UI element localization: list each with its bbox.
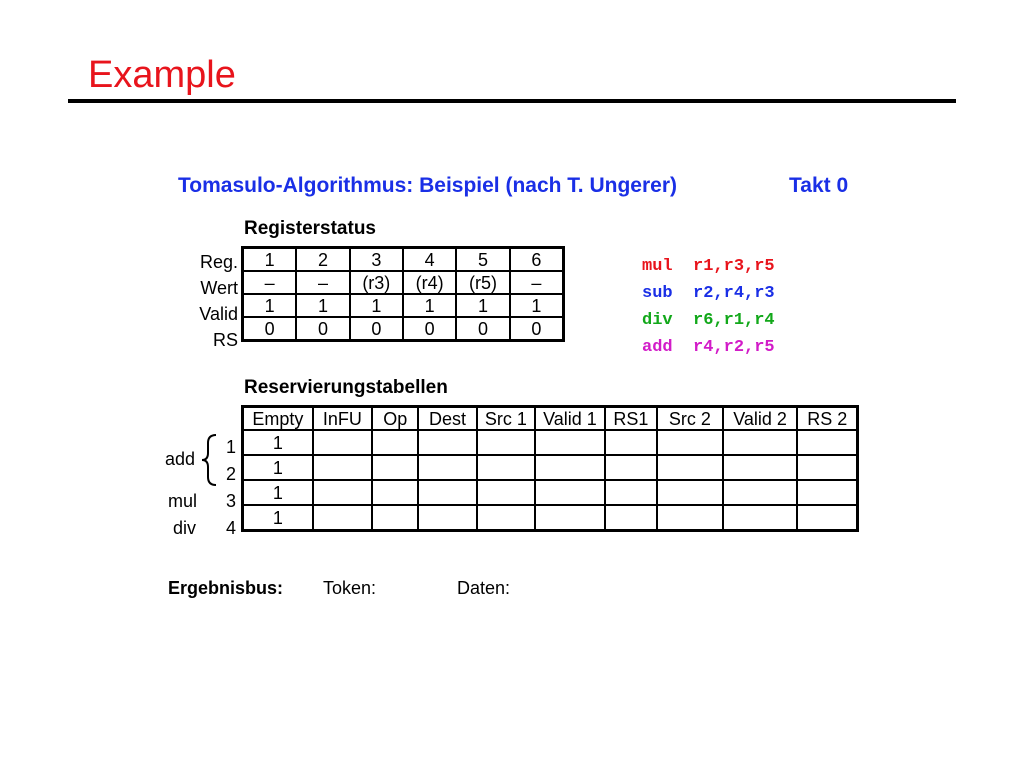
header-cell: Dest bbox=[418, 407, 476, 431]
table-cell: 6 bbox=[510, 248, 564, 272]
diagram-heading: Tomasulo-Algorithmus: Beispiel (nach T. Ungerer) bbox=[178, 174, 677, 197]
table-cell: – bbox=[510, 271, 564, 294]
table-cell bbox=[418, 480, 476, 505]
table-cell bbox=[605, 455, 657, 480]
table-cell: 5 bbox=[456, 248, 509, 272]
row-label-wert: Wert bbox=[200, 278, 238, 298]
table-cell bbox=[313, 430, 372, 455]
table-cell bbox=[797, 455, 857, 480]
header-cell: Empty bbox=[243, 407, 313, 431]
rs-number-3: 3 bbox=[226, 491, 237, 511]
table-cell: 0 bbox=[243, 317, 297, 341]
table-cell: 1 bbox=[243, 505, 313, 531]
table-cell bbox=[535, 455, 605, 480]
instruction-div bbox=[642, 311, 775, 330]
instruction-add bbox=[642, 338, 775, 357]
table-cell: 0 bbox=[510, 317, 564, 341]
rs-label-mul: mul bbox=[168, 491, 198, 511]
table-cell bbox=[797, 430, 857, 455]
table-cell: 1 bbox=[243, 455, 313, 480]
header-cell: RS1 bbox=[605, 407, 657, 431]
table-cell bbox=[657, 480, 723, 505]
instruction-op: add bbox=[642, 338, 673, 357]
table-cell bbox=[477, 455, 535, 480]
table-cell bbox=[605, 505, 657, 531]
table-cell: 1 bbox=[243, 248, 297, 272]
rs-number-2: 2 bbox=[226, 464, 237, 484]
table-cell: (r4) bbox=[403, 271, 456, 294]
table-cell bbox=[723, 430, 798, 455]
rs-label-add: add bbox=[165, 449, 196, 469]
rs-number-4: 4 bbox=[226, 518, 237, 538]
table-row bbox=[243, 271, 564, 294]
table-cell: (r3) bbox=[350, 271, 403, 294]
table-cell bbox=[657, 430, 723, 455]
table-cell bbox=[477, 480, 535, 505]
table-cell bbox=[313, 455, 372, 480]
row-label-rs: RS bbox=[212, 330, 238, 350]
table-cell bbox=[797, 505, 857, 531]
table-cell: 0 bbox=[296, 317, 349, 341]
row-label-valid: Valid bbox=[199, 304, 238, 324]
title-rule bbox=[68, 99, 956, 103]
table-cell: 1 bbox=[243, 430, 313, 455]
table-cell bbox=[657, 455, 723, 480]
table-cell: 1 bbox=[243, 480, 313, 505]
daten-label: Daten: bbox=[457, 578, 511, 598]
table-cell bbox=[372, 505, 418, 531]
table-cell bbox=[605, 480, 657, 505]
table-cell: 0 bbox=[350, 317, 403, 341]
table-cell bbox=[723, 480, 798, 505]
table-cell bbox=[372, 480, 418, 505]
table-cell bbox=[657, 505, 723, 531]
table-cell bbox=[477, 505, 535, 531]
table-row bbox=[243, 317, 564, 341]
reservierung-title: Reservierungstabellen bbox=[244, 377, 448, 398]
table-cell bbox=[605, 430, 657, 455]
table-cell bbox=[372, 430, 418, 455]
table-cell: 1 bbox=[456, 294, 509, 317]
table-cell: 0 bbox=[403, 317, 456, 341]
table-row bbox=[243, 480, 858, 505]
header-cell: Valid 2 bbox=[723, 407, 798, 431]
table-cell bbox=[535, 430, 605, 455]
token-label: Token: bbox=[323, 578, 377, 598]
takt-label: Takt 0 bbox=[789, 174, 849, 197]
header-cell: RS 2 bbox=[797, 407, 857, 431]
reservation-table bbox=[241, 405, 859, 532]
table-cell bbox=[313, 505, 372, 531]
table-cell: 1 bbox=[296, 294, 349, 317]
table-cell: – bbox=[296, 271, 349, 294]
table-row bbox=[243, 248, 564, 272]
table-cell: 1 bbox=[510, 294, 564, 317]
register-status-table bbox=[241, 246, 565, 342]
table-cell bbox=[418, 430, 476, 455]
table-cell: (r5) bbox=[456, 271, 509, 294]
instruction-args: r2,r4,r3 bbox=[693, 284, 775, 303]
header-cell: Valid 1 bbox=[535, 407, 605, 431]
table-row bbox=[243, 505, 858, 531]
instruction-op: mul bbox=[642, 257, 673, 276]
rs-label-div: div bbox=[173, 518, 197, 538]
table-cell bbox=[477, 430, 535, 455]
table-cell bbox=[535, 480, 605, 505]
instruction-op: sub bbox=[642, 284, 673, 303]
table-cell bbox=[372, 455, 418, 480]
table-cell bbox=[313, 480, 372, 505]
instruction-args: r1,r3,r5 bbox=[693, 257, 775, 276]
table-cell: 1 bbox=[243, 294, 297, 317]
instruction-args: r6,r1,r4 bbox=[693, 311, 775, 330]
table-row bbox=[243, 294, 564, 317]
rs-number-1: 1 bbox=[226, 437, 237, 457]
instruction-op: div bbox=[642, 311, 673, 330]
table-row bbox=[243, 455, 858, 480]
table-cell bbox=[418, 505, 476, 531]
header-cell: Src 1 bbox=[477, 407, 535, 431]
header-cell: Op bbox=[372, 407, 418, 431]
instruction-sub bbox=[642, 284, 775, 303]
table-row bbox=[243, 430, 858, 455]
ergebnisbus-label: Ergebnisbus: bbox=[168, 578, 284, 598]
table-cell bbox=[723, 505, 798, 531]
table-cell bbox=[797, 480, 857, 505]
header-cell: Src 2 bbox=[657, 407, 723, 431]
brace-icon bbox=[200, 433, 220, 487]
instruction-args: r4,r2,r5 bbox=[693, 338, 775, 357]
slide-title: Example bbox=[88, 54, 236, 96]
row-label-reg: Reg. bbox=[199, 252, 238, 272]
table-cell: 4 bbox=[403, 248, 456, 272]
table-cell: 0 bbox=[456, 317, 509, 341]
table-cell: – bbox=[243, 271, 297, 294]
table-cell bbox=[723, 455, 798, 480]
header-cell: InFU bbox=[313, 407, 372, 431]
instruction-mul bbox=[642, 257, 775, 276]
table-cell bbox=[418, 455, 476, 480]
table-cell: 3 bbox=[350, 248, 403, 272]
table-cell: 1 bbox=[403, 294, 456, 317]
table-cell bbox=[535, 505, 605, 531]
registerstatus-title: Registerstatus bbox=[244, 218, 376, 239]
table-header-row bbox=[243, 407, 858, 431]
table-cell: 1 bbox=[350, 294, 403, 317]
table-cell: 2 bbox=[296, 248, 349, 272]
